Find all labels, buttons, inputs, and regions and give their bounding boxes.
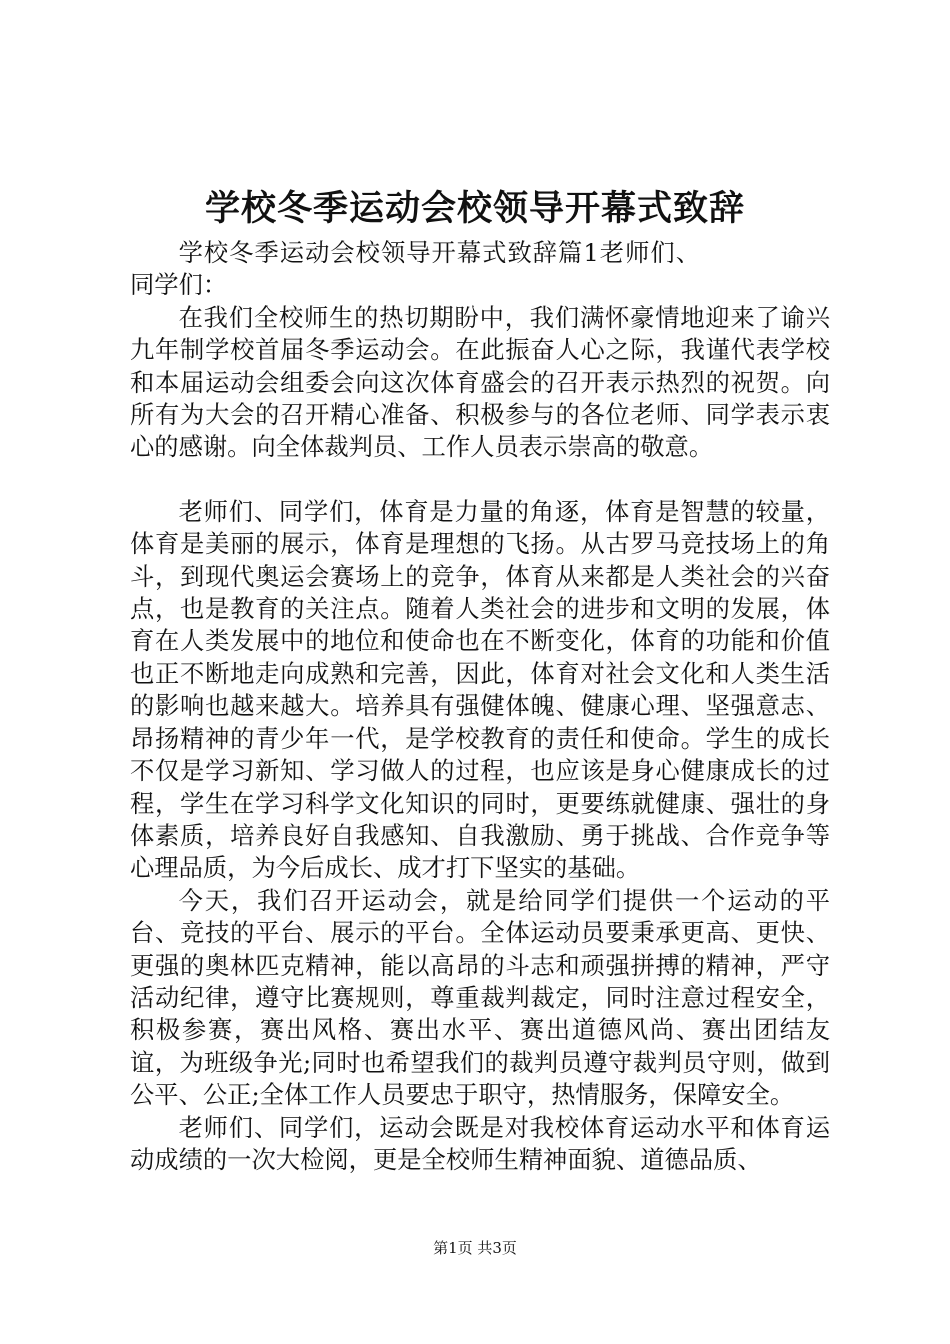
paragraph-opening: 学校冬季运动会校领导开幕式致辞篇1老师们、同学们： (130, 238, 700, 300)
paragraph-today: 今天，我们召开运动会，就是给同学们提供一个运动的平台、竞技的平台、展示的平台。全体运动员要秉承更高、更快、更强的奥林匹克精神，能以高昂的斗志和顽强拼搏的精神，严守活动纪律，遵守比赛规则，尊重裁判裁定，同时注意过程安全，积极参赛，赛出风格、赛出水平、赛出道德风尚、赛出团结友谊，为班级争光;同时也希望我们的裁判员遵守裁判员守则，做到公平、公正;全体工作人员要忠于职守，热情服务，保障安全。 (130, 885, 830, 1110)
paragraph-welcome: 在我们全校师生的热切期盼中，我们满怀豪情地迎来了谕兴九年制学校首届冬季运动会。在此振奋人心之际，我谨代表学校和本届运动会组委会向这次体育盛会的召开表示热烈的祝贺。向所有为大会的召开精心准备、积极参与的各位老师、同学表示衷心的感谢。向全体裁判员、工作人员表示崇高的敬意。 (130, 302, 830, 462)
paragraph-closing: 老师们、同学们，运动会既是对我校体育运动水平和体育运动成绩的一次大检阅，更是全校师生精神面貌、道德品质、 (130, 1112, 830, 1174)
paragraph-sports-meaning: 老师们、同学们，体育是力量的角逐，体育是智慧的较量，体育是美丽的展示，体育是理想的飞扬。从古罗马竞技场上的角斗，到现代奥运会赛场上的竞争，体育从来都是人类社会的兴奋点，也是教育的关注点。随着人类社会的进步和文明的发展，体育在人类发展中的地位和使命也在不断变化，体育的功能和价值也正不断地走向成熟和完善，因此，体育对社会文化和人类生活的影响也越来越大。培养具有强健体魄、健康心理、坚强意志、昂扬精神的青少年一代，是学校教育的责任和使命。学生的成长不仅是学习新知、学习做人的过程，也应该是身心健康成长的过程，学生在学习科学文化知识的同时，更要练就健康、强壮的身体素质，培养良好自我感知、自我激励、勇于挑战、合作竞争等心理品质，为今后成长、成才打下坚实的基础。 (130, 496, 830, 883)
document-body (130, 237, 830, 1176)
document-title: 学校冬季运动会校领导开幕式致辞 (204, 188, 745, 229)
page-number: 第1页 共3页 (433, 1239, 517, 1257)
